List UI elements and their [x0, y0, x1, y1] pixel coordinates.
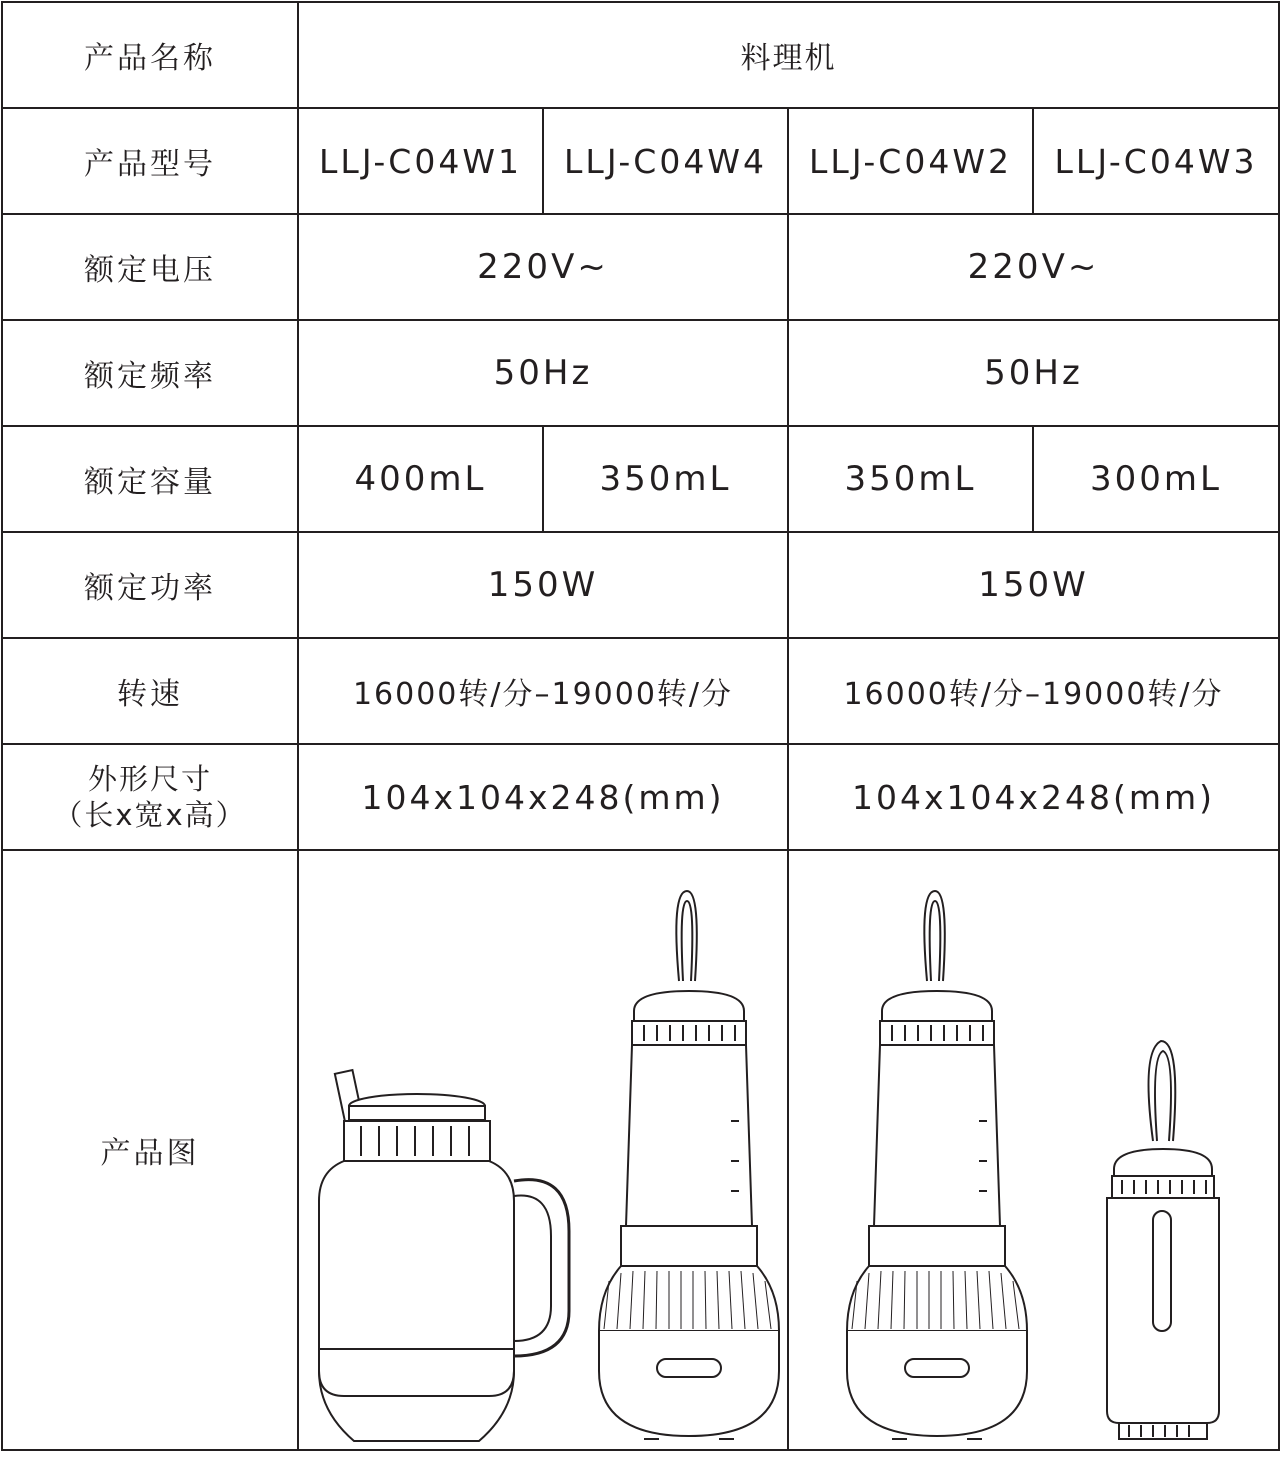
- label-product-image: 产品图: [2, 850, 298, 1450]
- label-dimensions-line1: 外形尺寸: [87, 762, 212, 796]
- value-power-2: 150W: [788, 532, 1279, 638]
- small-cup-illustration: [1107, 1041, 1219, 1439]
- value-dimensions-2: 104x104x248(mm): [788, 744, 1279, 850]
- value-speed-1: 16000转/分–19000转/分: [298, 638, 788, 744]
- value-capacity-4: 300mL: [1033, 426, 1279, 532]
- mug-blender-illustration: [319, 1070, 569, 1441]
- label-power: 额定功率: [2, 532, 298, 638]
- product-image-cell-2: [788, 850, 1279, 1450]
- value-frequency-1: 50Hz: [298, 320, 788, 426]
- row-dimensions: [2, 744, 1279, 850]
- value-voltage-1: 220V~: [298, 214, 788, 320]
- label-voltage: 额定电压: [2, 214, 298, 320]
- tall-bottle-illustration-2: [847, 891, 1027, 1439]
- value-product-name: 料理机: [298, 2, 1279, 108]
- value-dimensions-1: 104x104x248(mm): [298, 744, 788, 850]
- product-image-cell-1: [298, 850, 788, 1450]
- row-frequency: [2, 320, 1279, 426]
- row-model: [2, 108, 1279, 214]
- label-capacity: 额定容量: [2, 426, 298, 532]
- value-voltage-2: 220V~: [788, 214, 1279, 320]
- value-model-1: LLJ-C04W1: [298, 108, 543, 214]
- row-voltage: [2, 214, 1279, 320]
- label-speed: 转速: [2, 638, 298, 744]
- value-frequency-2: 50Hz: [788, 320, 1279, 426]
- value-model-4: LLJ-C04W3: [1033, 108, 1279, 214]
- label-dimensions-line2: （长x宽x高）: [53, 798, 247, 832]
- label-model: 产品型号: [2, 108, 298, 214]
- value-capacity-1: 400mL: [298, 426, 543, 532]
- spec-table: [1, 1, 1280, 1451]
- product-illustration-bottle-and-cup: [789, 851, 1279, 1450]
- tall-bottle-illustration-1: [599, 891, 779, 1439]
- value-speed-2: 16000转/分–19000转/分: [788, 638, 1279, 744]
- row-product-name: [2, 2, 1279, 108]
- value-capacity-2: 350mL: [543, 426, 788, 532]
- value-power-1: 150W: [298, 532, 788, 638]
- label-product-name: 产品名称: [2, 2, 298, 108]
- label-frequency: 额定频率: [2, 320, 298, 426]
- row-power: [2, 532, 1279, 638]
- row-product-images: [2, 850, 1279, 1450]
- value-capacity-3: 350mL: [788, 426, 1033, 532]
- row-speed: [2, 638, 1279, 744]
- value-model-2: LLJ-C04W4: [543, 108, 788, 214]
- row-capacity: [2, 426, 1279, 532]
- product-illustration-mug-and-bottle: [299, 851, 788, 1450]
- label-dimensions: [2, 744, 298, 850]
- value-model-3: LLJ-C04W2: [788, 108, 1033, 214]
